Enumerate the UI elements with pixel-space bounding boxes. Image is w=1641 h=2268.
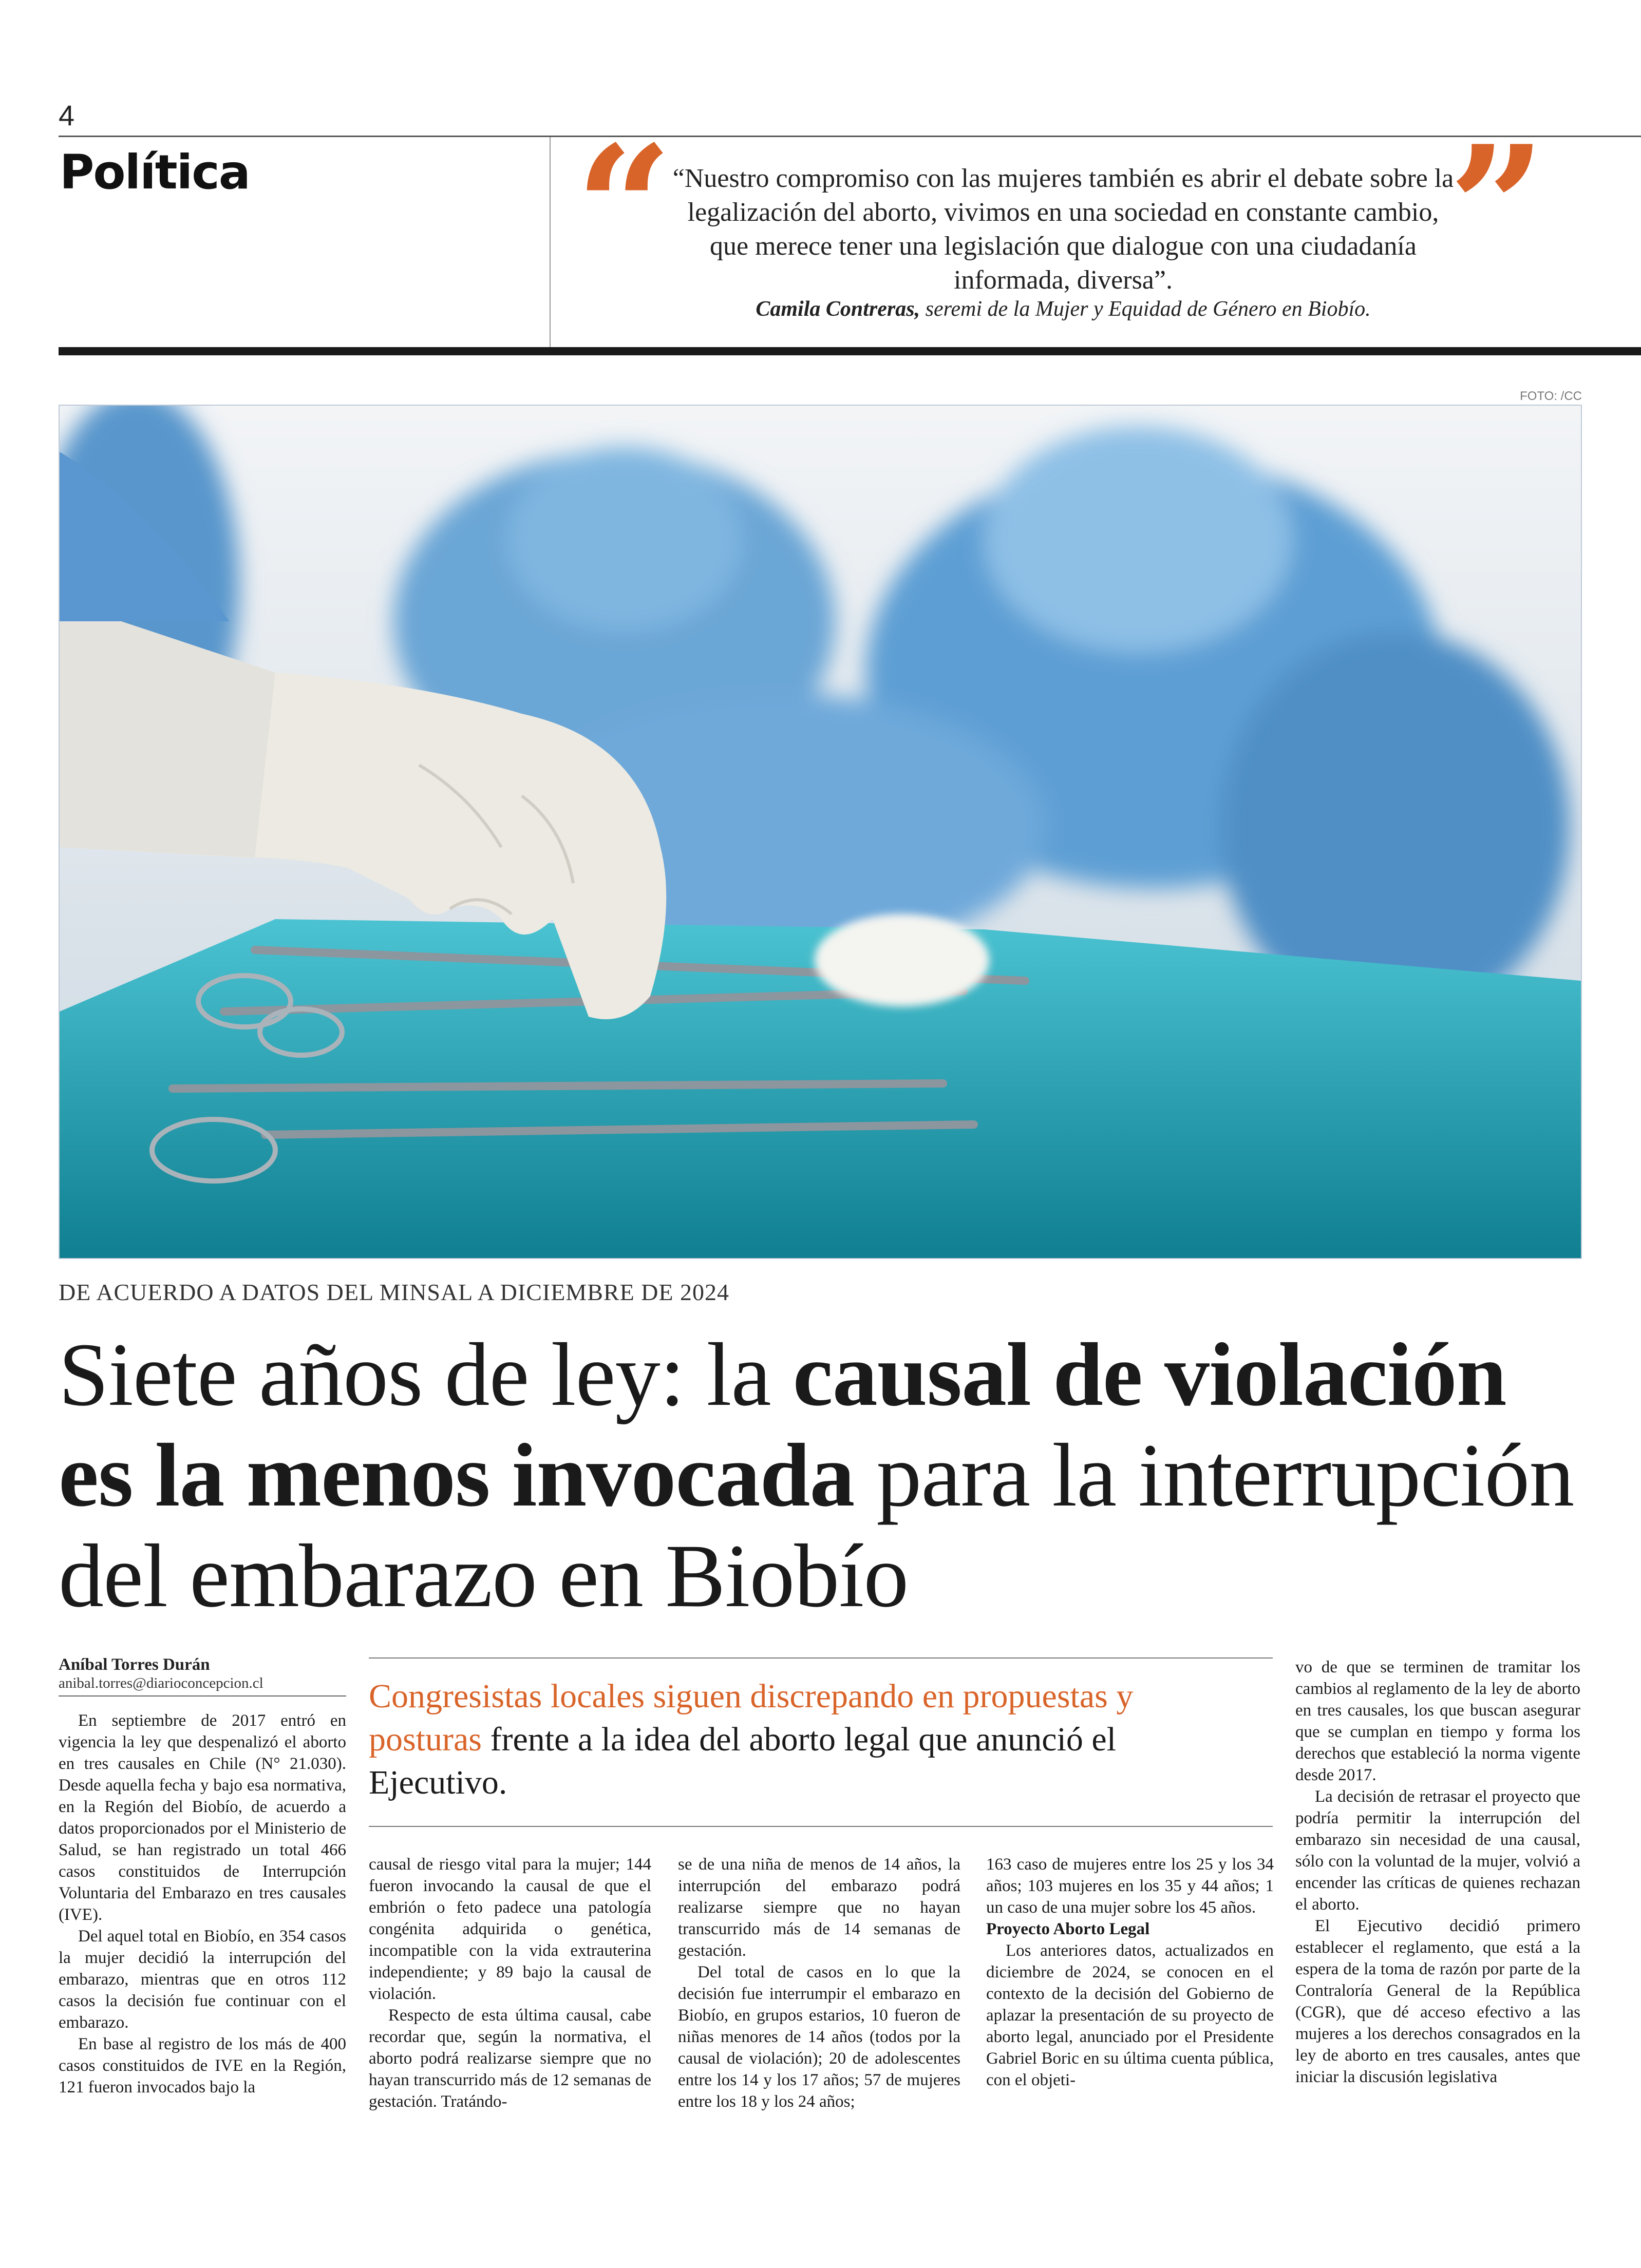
headline-part-1: Siete años de ley: la xyxy=(59,1325,793,1425)
quote-author-role: seremi de la Mujer y Equidad de Género en Biobío. xyxy=(925,297,1371,321)
page-number: 4 xyxy=(59,99,75,131)
top-rule xyxy=(59,136,1641,137)
body-column-2 xyxy=(369,1854,651,2112)
paragraph: Respecto de esta última causal, cabe recordar que, según la normativa, el aborto podrá realizarse siempre que no hayan transcurrido más de 12 semanas de gestación. Tratándo- xyxy=(369,2006,651,2111)
article-headline xyxy=(59,1325,1599,1627)
paragraph: Del total de casos en lo que la decisión fue interrumpir el embarazo en Biobío, en grupos estarios, 10 fueron de niñas menores de 14 años (todos por la causal de violación); 20 de adolescentes entre los 14 y los 17 años; 57 de mujeres entre los 18 y los 24 años; xyxy=(678,1963,960,2111)
paragraph: La decisión de retrasar el proyecto que podría permitir la interrupción del embarazo sin necesidad de una causal, sólo con la voluntad de la mujer, volvió a encender las críticas de quienes rechazan el aborto. xyxy=(1295,1787,1580,1914)
article-subhead xyxy=(369,1675,1252,1804)
close-quote-icon: ” xyxy=(1448,108,1546,308)
headline-part-3: para la interrupción del embarazo en Biobío xyxy=(59,1425,1574,1626)
section-title: Política xyxy=(60,145,250,200)
paragraph: Del aquel total en Biobío, en 354 casos la mujer decidió la interrupción del embarazo, mientras que en otros 112 casos la decisión fue continuar con el embarazo. xyxy=(59,1927,346,2032)
paragraph: Los anteriores datos, actualizados en diciembre de 2024, se conocen en el contexto de la decisión del Gobierno de aplazar la presentación de su proyecto de aborto legal, anunciado por el Presidente Gabriel Boric en su última cuenta pública, con el objeti- xyxy=(986,1941,1274,2089)
pull-quote-attribution xyxy=(668,297,1459,321)
body-column-4 xyxy=(986,1854,1274,2091)
header-divider xyxy=(550,137,551,348)
byline-name: Aníbal Torres Durán xyxy=(59,1655,210,1674)
paragraph: 163 caso de mujeres entre los 25 y los 34 años; 103 mujeres en los 35 y 44 años; 1 un caso de una mujer sobre los 45 años. xyxy=(986,1855,1274,1917)
paragraph: se de una niña de menos de 14 años, la interrupción del embarazo podrá realizarse siempre que no hayan transcurrido más de 14 semanas de gestación. xyxy=(678,1855,960,1960)
section-heading: Proyecto Aborto Legal xyxy=(986,1920,1150,1938)
byline-rule xyxy=(59,1695,346,1697)
photo-credit: FOTO: /CC xyxy=(1520,389,1582,403)
subhead-rule-top xyxy=(369,1657,1273,1659)
body-column-5 xyxy=(1295,1656,1580,2088)
paragraph: En base al registro de los más de 400 casos constituidos de IVE en la Región, 121 fueron invocados bajo la xyxy=(59,2035,346,2097)
paragraph: vo de que se terminen de tramitar los cambios al reglamento de la ley de aborto en tres causales, los que buscan asegurar que se cumplan en tiempo y forma los derechos que estableció la norma vigente desde 2017. xyxy=(1295,1658,1580,1784)
surgery-photo xyxy=(59,405,1582,1259)
paragraph: causal de riesgo vital para la mujer; 144 fueron invocando la causal de que el embrión o feto padece una patología congénita adquirida o genética, incompatible con la vida extrauterina independiente; y 89 bajo la causal de violación. xyxy=(369,1855,651,2003)
subhead-highlight: Congresistas locales siguen discrepando en propuestas y posturas xyxy=(369,1678,1134,1758)
header-bottom-rule xyxy=(59,347,1641,355)
paragraph: El Ejecutivo decidió primero establecer el reglamento, que está a la espera de la toma de razón por parte de la Contraloría General de la República (CGR), que dé acceso efectivo a las mujeres a los derechos consagrados en la ley de aborto en tres causales, antes que iniciar la discusión legislativa xyxy=(1295,1917,1580,2086)
subhead-rest: frente a la idea del aborto legal que anunció el Ejecutivo. xyxy=(369,1721,1117,1801)
body-column-1 xyxy=(59,1710,346,2098)
subhead-rule-bottom xyxy=(369,1826,1273,1827)
pull-quote-text: “Nuestro compromiso con las mujeres también es abrir el debate sobre la legalización del aborto, vivimos en una sociedad en constante cambio, que merece tener una legislación que dialogue con una ciudadanía informada, diversa”. xyxy=(672,164,1454,295)
byline-email: anibal.torres@diarioconcepcion.cl xyxy=(59,1675,263,1691)
paragraph: En septiembre de 2017 entró en vigencia la ley que despenalizó el aborto en tres causales en Chile (N° 21.030). Desde aquella fecha y bajo esa normativa, en la Región del Biobío, de acuerdo a datos proporcionados por el Ministerio de Salud, se han registrado un total 466 casos constituidos de Interrupción Voluntaria del Embarazo en tres causales (IVE). xyxy=(59,1711,346,1924)
article-kicker: DE ACUERDO A DATOS DEL MINSAL A DICIEMBRE DE 2024 xyxy=(59,1279,729,1305)
headline-part-2: causal de violación es la menos invocada xyxy=(59,1325,1506,1526)
body-column-3 xyxy=(678,1854,960,2112)
open-quote-icon: “ xyxy=(575,108,673,308)
quote-author: Camila Contreras, xyxy=(756,297,920,321)
